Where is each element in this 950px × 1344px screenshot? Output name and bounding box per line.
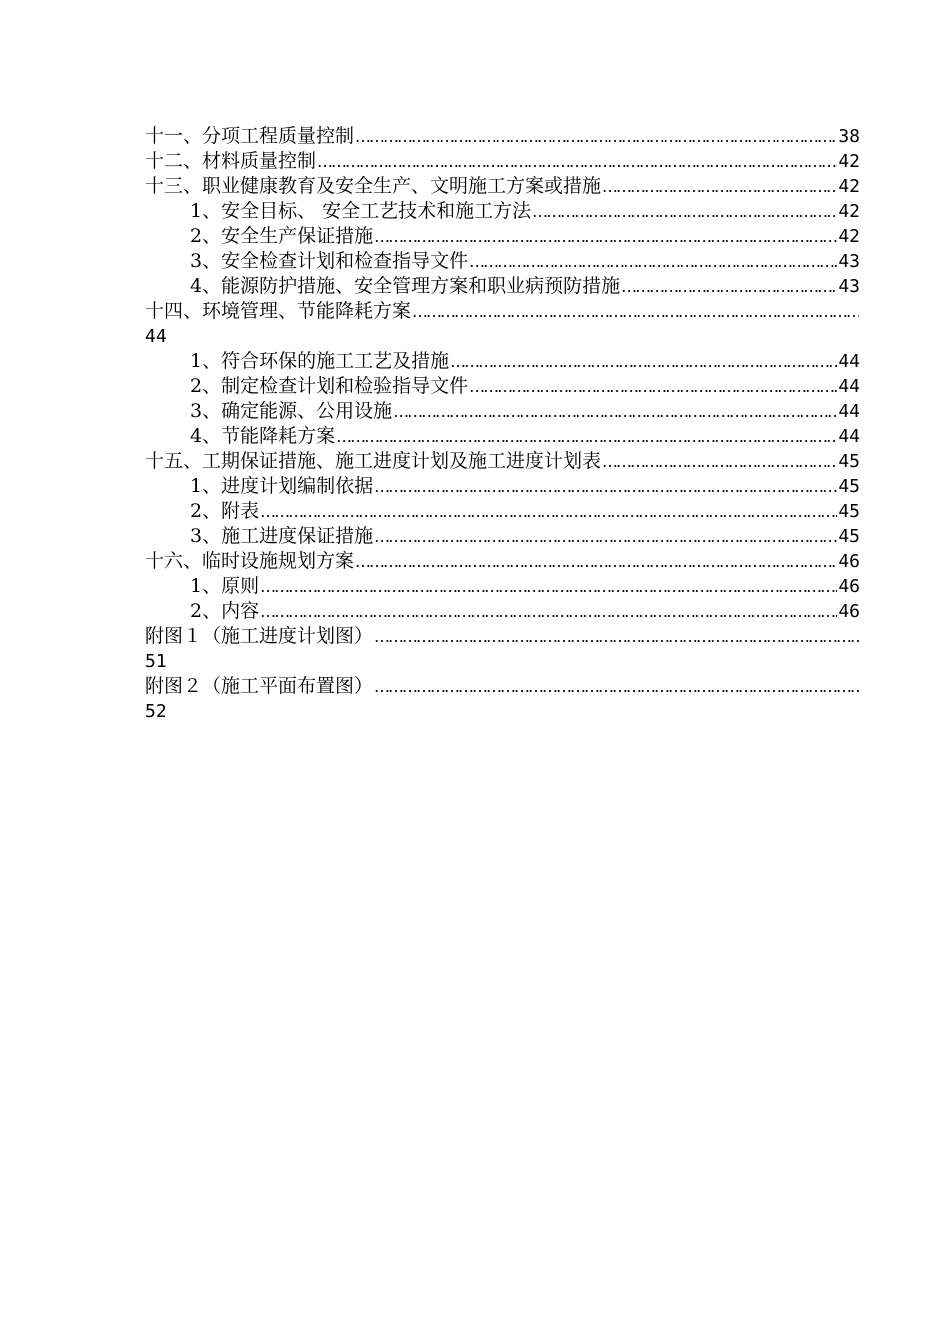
toc-entry-title: 1、原则 xyxy=(190,575,260,597)
toc-entry-14-3[interactable] xyxy=(145,399,860,424)
toc-dot-leader xyxy=(374,624,859,649)
toc-dot-leader xyxy=(469,374,837,399)
toc-entry-title: 3、施工进度保证措施 xyxy=(190,525,374,547)
toc-entry-13-3[interactable] xyxy=(145,249,860,274)
toc-dot-leader xyxy=(374,224,837,249)
toc-entry-15-3[interactable] xyxy=(145,524,860,549)
toc-dot-leader xyxy=(317,149,837,174)
toc-dot-leader xyxy=(260,499,837,524)
toc-dot-leader xyxy=(602,174,837,199)
toc-entry-13-1[interactable] xyxy=(145,199,860,224)
toc-dot-leader xyxy=(621,274,837,299)
toc-entry-title: 2、内容 xyxy=(190,600,260,622)
toc-dot-leader xyxy=(532,199,837,224)
toc-entry-page: 46 xyxy=(838,551,860,572)
toc-entry-title: 2、附表 xyxy=(190,500,260,522)
toc-dot-leader xyxy=(355,124,837,149)
toc-entry-page: 44 xyxy=(145,326,167,347)
toc-entry-title: 十一、分项工程质量控制 xyxy=(145,125,355,147)
toc-entry-16-2[interactable] xyxy=(145,599,860,624)
toc-entry-15[interactable] xyxy=(145,449,860,474)
toc-dot-leader xyxy=(336,424,837,449)
toc-entry-title: 附图２（施工平面布置图） xyxy=(145,675,374,697)
toc-entry-title: 4、节能降耗方案 xyxy=(190,425,336,447)
toc-entry-page: 52 xyxy=(145,701,167,722)
toc-entry-title: 十三、职业健康教育及安全生产、文明施工方案或措施 xyxy=(145,175,602,197)
toc-entry-13-4[interactable] xyxy=(145,274,860,299)
toc-dot-leader xyxy=(374,474,837,499)
toc-entry-page: 46 xyxy=(838,601,860,622)
toc-entry-12[interactable] xyxy=(145,149,860,174)
toc-entry-title: 十五、工期保证措施、施工进度计划及施工进度计划表 xyxy=(145,450,602,472)
toc-entry-title: 附图１（施工进度计划图） xyxy=(145,625,374,647)
toc-entry-page: 45 xyxy=(838,501,860,522)
toc-dot-leader xyxy=(260,574,837,599)
toc-entry-title: 十四、环境管理、节能降耗方案 xyxy=(145,300,412,322)
toc-entry-page: 45 xyxy=(838,526,860,547)
toc-entry-title: 十二、材料质量控制 xyxy=(145,150,317,172)
toc-entry-page: 45 xyxy=(838,451,860,472)
toc-dot-leader xyxy=(260,599,837,624)
toc-entry-11[interactable] xyxy=(145,124,860,149)
toc-dot-leader xyxy=(374,524,837,549)
toc-entry-title: 2、安全生产保证措施 xyxy=(190,225,374,247)
toc-entry-page: 44 xyxy=(838,351,860,372)
toc-entry-page: 43 xyxy=(838,251,860,272)
toc-entry-title: 4、能源防护措施、安全管理方案和职业病预防措施 xyxy=(190,275,621,297)
toc-entry-title: 3、确定能源、公用设施 xyxy=(190,400,393,422)
toc-entry-title: 1、安全目标、 安全工艺技术和施工方法 xyxy=(190,200,532,222)
toc-dot-leader xyxy=(374,674,859,699)
toc-entry-15-2[interactable] xyxy=(145,499,860,524)
toc-entry-14-1[interactable] xyxy=(145,349,860,374)
toc-dot-leader xyxy=(355,549,837,574)
table-of-contents xyxy=(145,124,860,724)
toc-entry-14[interactable] xyxy=(145,299,860,324)
toc-entry-page: 44 xyxy=(838,376,860,397)
toc-entry-page: 43 xyxy=(838,276,860,297)
toc-entry-title: 1、符合环保的施工工艺及措施 xyxy=(190,350,450,372)
toc-dot-leader xyxy=(469,249,837,274)
toc-dot-leader xyxy=(450,349,837,374)
toc-dot-leader xyxy=(602,449,837,474)
toc-entry-appendix-1[interactable] xyxy=(145,624,860,649)
toc-entry-page: 45 xyxy=(838,476,860,497)
toc-entry-14-4[interactable] xyxy=(145,424,860,449)
toc-entry-13-2[interactable] xyxy=(145,224,860,249)
toc-entry-16[interactable] xyxy=(145,549,860,574)
toc-entry-title: 1、进度计划编制依据 xyxy=(190,475,374,497)
toc-entry-page: 38 xyxy=(838,126,860,147)
toc-entry-title: 2、制定检查计划和检验指导文件 xyxy=(190,375,469,397)
toc-entry-page: 46 xyxy=(838,576,860,597)
toc-entry-page: 42 xyxy=(838,226,860,247)
toc-entry-title: 十六、临时设施规划方案 xyxy=(145,550,355,572)
toc-entry-13[interactable] xyxy=(145,174,860,199)
toc-entry-page: 42 xyxy=(838,151,860,172)
toc-entry-14-2[interactable] xyxy=(145,374,860,399)
toc-entry-appendix-2[interactable] xyxy=(145,674,860,699)
toc-entry-15-1[interactable] xyxy=(145,474,860,499)
toc-dot-leader xyxy=(393,399,837,424)
toc-entry-page: 42 xyxy=(838,176,860,197)
toc-entry-title: 3、安全检查计划和检查指导文件 xyxy=(190,250,469,272)
toc-entry-16-1[interactable] xyxy=(145,574,860,599)
toc-entry-page: 44 xyxy=(838,401,860,422)
toc-entry-page: 44 xyxy=(838,426,860,447)
toc-entry-page: 51 xyxy=(145,651,167,672)
toc-dot-leader xyxy=(412,299,859,324)
toc-entry-page: 42 xyxy=(838,201,860,222)
